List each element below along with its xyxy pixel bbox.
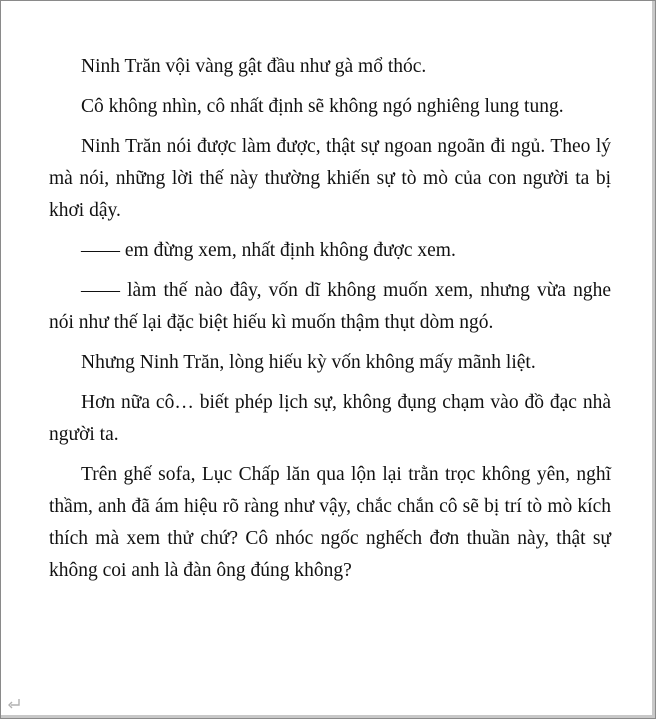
paragraph-5: —— làm thế nào đây, vốn dĩ không muốn xem, nhưng vừa nghe nói như thế lại đặc biệt hiếu kì muốn thậm thụt dòm ngó. xyxy=(49,280,611,333)
return-arrow-icon xyxy=(7,698,21,710)
paragraph-6: Nhưng Ninh Trăn, lòng hiếu kỳ vốn không mấy mãnh liệt. xyxy=(81,352,536,373)
paragraph-4: —— em đừng xem, nhất định không được xem. xyxy=(81,240,456,261)
paragraph-3: Ninh Trăn nói được làm được, thật sự ngoan ngoãn đi ngủ. Theo lý mà nói, những lời thế này thường khiến sự tò mò của con người ta bị khơi dậy. xyxy=(49,136,611,221)
document-body xyxy=(49,51,611,587)
paragraph-1: Ninh Trăn vội vàng gật đầu như gà mổ thóc. xyxy=(81,56,427,77)
paragraph-2: Cô không nhìn, cô nhất định sẽ không ngó nghiêng lung tung. xyxy=(81,96,564,117)
paragraph-8: Trên ghế sofa, Lục Chấp lăn qua lộn lại trằn trọc không yên, nghĩ thầm, anh đã ám hiệu rõ ràng như vậy, chắc chắn cô sẽ bị trí tò mò kích thích mà xem thử chứ? Cô nhóc ngốc nghếch đơn thuần này, thật sự không coi anh là đàn ông đúng không? xyxy=(49,464,611,581)
paragraph-7: Hơn nữa cô… biết phép lịch sự, không đụng chạm vào đồ đạc nhà người ta. xyxy=(49,392,611,445)
